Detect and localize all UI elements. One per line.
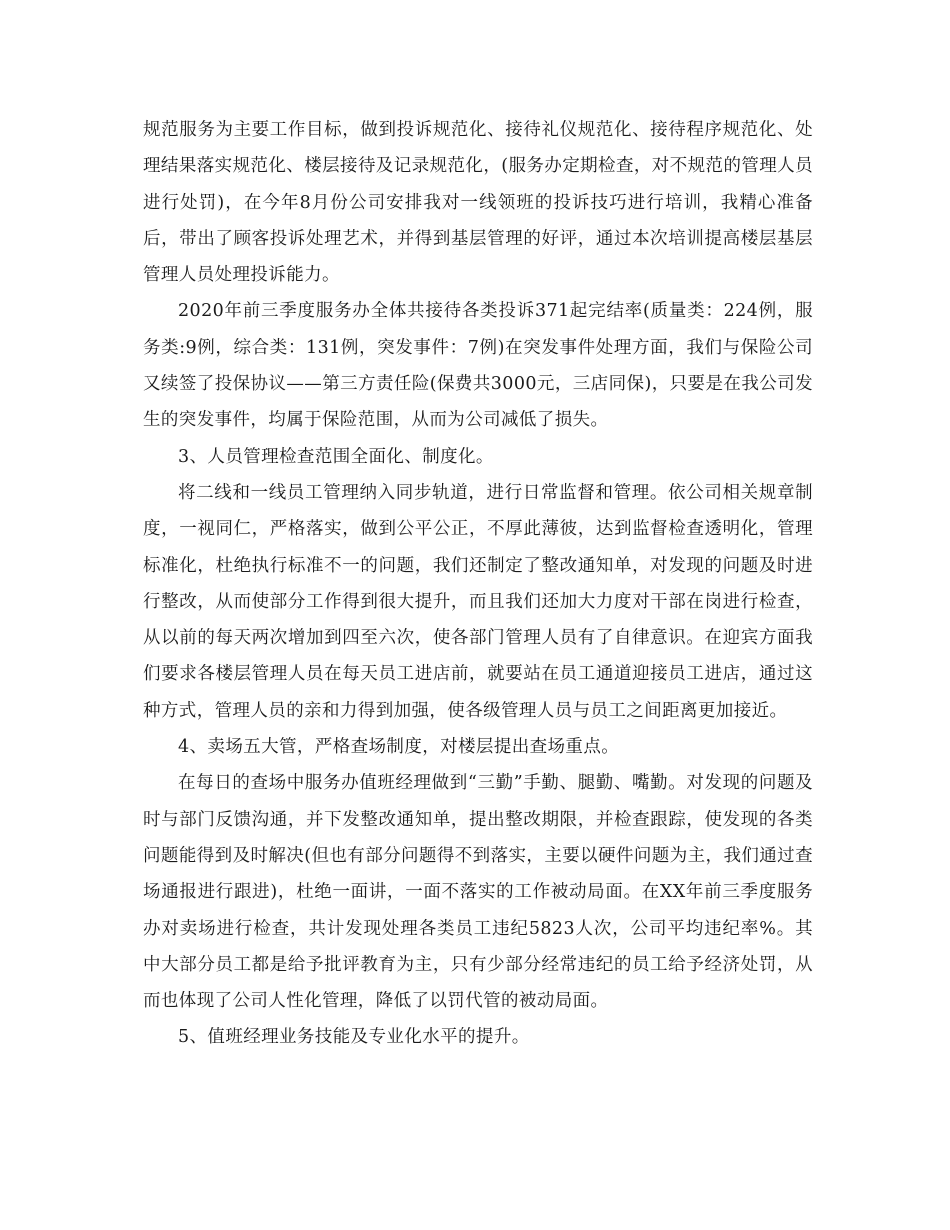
paragraph-complaint-standardization: 规范服务为主要工作目标，做到投诉规范化、接待礼仪规范化、接待程序规范化、处理结果落实规范化、楼层接待及记录规范化，(服务办定期检查，对不规范的管理人员进行处罚)，在今年8月份公司安排我对一线领班的投诉技巧进行培训，我精心准备后，带出了顾客投诉处理艺术，并得到基层管理的好评，通过本次培训提高楼层基层管理人员处理投诉能力。 bbox=[143, 120, 813, 286]
section-heading-manager-skills: 5、值班经理业务技能及专业化水平的提升。 bbox=[178, 1027, 530, 1048]
section-heading-floor-inspection: 4、卖场五大管，严格查场制度，对楼层提出查场重点。 bbox=[178, 737, 620, 758]
paragraph-complaint-statistics: 2020年前三季度服务办全体共接待各类投诉371起完结率(质量类：224例，服务类:9例，综合类：131例，突发事件：7例)在突发事件处理方面，我们与保险公司又续签了投保协议——第三方责任险(保费共3000元，三店同保)，只要是在我公司发生的突发事件，均属于保险范围，从而为公司减低了损失。 bbox=[143, 301, 813, 431]
paragraph-staff-management: 将二线和一线员工管理纳入同步轨道，进行日常监督和管理。依公司相关规章制度，一视同仁，严格落实，做到公平公正，不厚此薄彼，达到监督检查透明化，管理标准化，杜绝执行标准不一的问题，我们还制定了整改通知单，对发现的问题及时进行整改，从而使部分工作得到很大提升，而且我们还加大力度对干部在岗进行检查，从以前的每天两次增加到四至六次，使各部门管理人员有了自律意识。在迎宾方面我们要求各楼层管理人员在每天员工进店前，就要站在员工通道迎接员工进店，通过这种方式，管理人员的亲和力得到加强，使各级管理人员与员工之间距离更加接近。 bbox=[143, 482, 813, 721]
section-heading-staff-management: 3、人员管理检查范围全面化、制度化。 bbox=[178, 446, 494, 467]
paragraph-floor-inspection: 在每日的查场中服务办值班经理做到“三勤”手勤、腿勤、嘴勤。对发现的问题及时与部门反馈沟通，并下发整改通知单，提出整改期限，并检查跟踪，使发现的各类问题能得到及时解决(但也有部分问题得不到落实，主要以硬件问题为主，我们通过查场通报进行跟进)，杜绝一面讲，一面不落实的工作被动局面。在XX年前三季度服务办对卖场进行检查，共计发现处理各类员工违纪5823人次，公司平均违纪率%。其中大部分员工都是给予批评教育为主，只有少部分经常违纪的员工给予经济处罚，从而也体现了公司人性化管理，降低了以罚代管的被动局面。 bbox=[143, 773, 813, 1012]
document-body bbox=[143, 112, 813, 1056]
